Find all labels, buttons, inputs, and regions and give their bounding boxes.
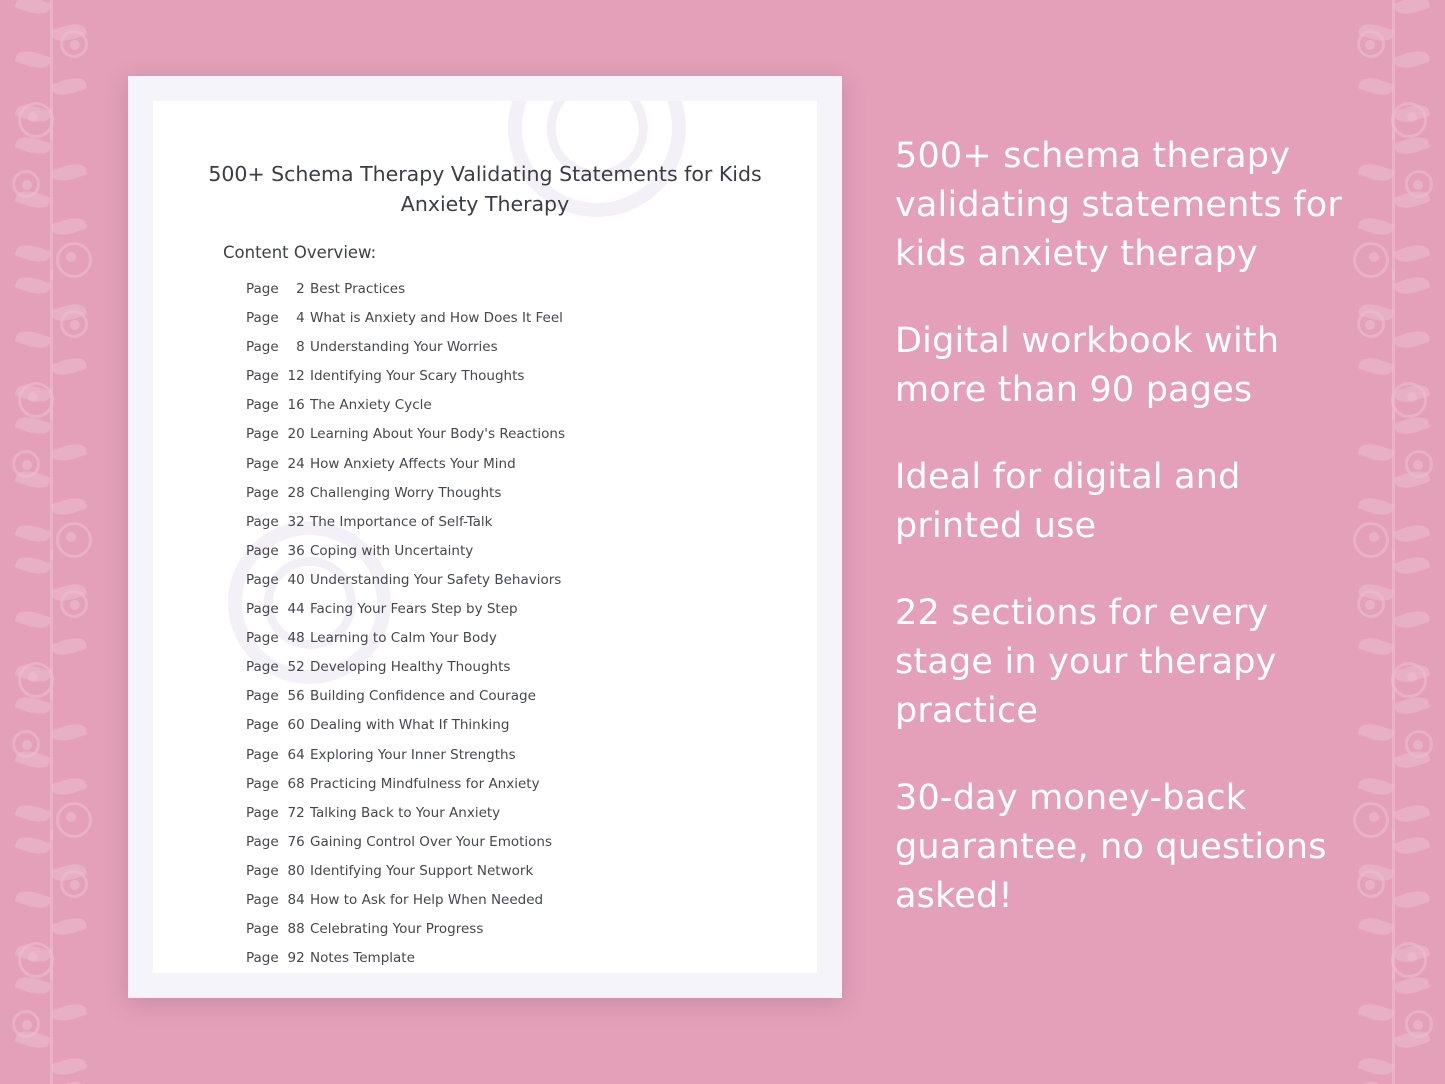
toc-page-word: Page <box>246 484 279 501</box>
toc-page-label <box>246 892 310 908</box>
toc-row <box>246 397 786 426</box>
toc-section-title: Talking Back to Your Anxiety <box>310 804 501 821</box>
toc-page-number: 12 <box>287 368 305 385</box>
toc-page-label <box>246 659 310 675</box>
toc-row <box>246 834 786 863</box>
toc-page-word: Page <box>246 513 279 530</box>
floral-vine-icon <box>0 130 105 280</box>
toc-page-word: Page <box>246 455 279 472</box>
floral-vine-icon <box>0 410 105 560</box>
toc-row <box>246 456 786 485</box>
toc-row <box>246 863 786 892</box>
floral-vine-icon <box>0 830 105 980</box>
floral-vine-icon <box>0 970 105 1084</box>
toc-page-word: Page <box>246 950 279 967</box>
toc-row <box>246 368 786 397</box>
toc-page-word: Page <box>246 833 279 850</box>
toc-page-word: Page <box>246 862 279 879</box>
toc-section-title: The Anxiety Cycle <box>310 397 432 414</box>
toc-row <box>246 281 786 310</box>
toc-section-title: Gaining Control Over Your Emotions <box>310 833 553 850</box>
toc-page-label <box>246 776 310 792</box>
toc-row <box>246 426 786 455</box>
toc-section-title: Coping with Uncertainty <box>310 542 474 559</box>
toc-page-number: 44 <box>287 601 305 618</box>
toc-section-title: How to Ask for Help When Needed <box>310 891 544 908</box>
toc-section-title: How Anxiety Affects Your Mind <box>310 455 516 472</box>
toc-page-number: 32 <box>287 513 305 530</box>
document-card <box>128 76 842 998</box>
content-overview-label: Content Overview: <box>223 243 377 262</box>
toc-page-word: Page <box>246 659 279 676</box>
toc-page-number: 20 <box>287 426 305 443</box>
toc-section-title: Dealing with What If Thinking <box>310 717 510 734</box>
toc-page-label <box>246 717 310 733</box>
toc-row <box>246 688 786 717</box>
toc-row <box>246 514 786 543</box>
toc-page-word: Page <box>246 368 279 385</box>
toc-section-title: Challenging Worry Thoughts <box>310 484 502 501</box>
toc-page-word: Page <box>246 397 279 414</box>
toc-page-number: 72 <box>287 804 305 821</box>
promo-item: 500+ schema therapy validating statements for kids anxiety therapy <box>895 136 1342 274</box>
toc-page-word: Page <box>246 571 279 588</box>
toc-section-title: Learning to Calm Your Body <box>310 630 497 647</box>
toc-page-number: 56 <box>287 688 305 705</box>
toc-row <box>246 310 786 339</box>
floral-vine-icon <box>0 0 105 140</box>
toc-section-title: Notes Template <box>310 950 415 967</box>
toc-page-label <box>246 630 310 646</box>
toc-page-number: 28 <box>287 484 305 501</box>
toc-page-label <box>246 514 310 530</box>
toc-section-title: Celebrating Your Progress <box>310 921 484 938</box>
promo-item: Ideal for digital and printed use <box>895 457 1241 546</box>
floral-vine-icon <box>0 270 105 420</box>
toc-section-title: Facing Your Fears Step by Step <box>310 601 518 618</box>
toc-section-title: The Importance of Self-Talk <box>310 513 493 530</box>
toc-page-label <box>246 485 310 501</box>
toc-page-number: 88 <box>287 921 305 938</box>
toc-page-number: 4 <box>296 310 305 327</box>
floral-vine-icon <box>1340 970 1445 1084</box>
toc-row <box>246 747 786 776</box>
toc-row <box>246 776 786 805</box>
toc-page-label <box>246 747 310 763</box>
toc-page-word: Page <box>246 775 279 792</box>
toc-page-word: Page <box>246 921 279 938</box>
toc-section-title: Developing Healthy Thoughts <box>310 659 511 676</box>
toc-page-label <box>246 601 310 617</box>
toc-page-number: 84 <box>287 891 305 908</box>
toc-row <box>246 805 786 834</box>
toc-page-label <box>246 339 310 355</box>
toc-page-number: 16 <box>287 397 305 414</box>
toc-page-label <box>246 834 310 850</box>
promo-item: 22 sections for every stage in your therapy practice <box>895 593 1277 731</box>
toc-row <box>246 339 786 368</box>
toc-page-label <box>246 863 310 879</box>
toc-page-word: Page <box>246 717 279 734</box>
toc-section-title: Understanding Your Safety Behaviors <box>310 571 562 588</box>
toc-page-label <box>246 281 310 297</box>
toc-page-number: 8 <box>296 339 305 356</box>
toc-section-title: Understanding Your Worries <box>310 339 498 356</box>
page-title: 500+ Schema Therapy Validating Statements for Kids Anxiety Therapy <box>208 162 762 216</box>
toc-page-number: 68 <box>287 775 305 792</box>
toc-page-label <box>246 921 310 937</box>
toc-page-word: Page <box>246 281 279 297</box>
toc-page-label <box>246 950 310 966</box>
toc-section-title: Building Confidence and Courage <box>310 688 536 705</box>
toc-page-word: Page <box>246 310 279 327</box>
toc-page-number: 40 <box>287 571 305 588</box>
toc-page-number: 24 <box>287 455 305 472</box>
promo-item: 30-day money-back guarantee, no questions asked! <box>895 778 1327 916</box>
promo-list <box>895 132 1365 959</box>
toc-page-label <box>246 572 310 588</box>
toc-row <box>246 950 786 973</box>
toc-section-title: Identifying Your Support Network <box>310 862 534 879</box>
floral-vine-icon <box>0 690 105 840</box>
floral-vine-icon <box>0 550 105 700</box>
toc-row <box>246 892 786 921</box>
toc-page-number: 48 <box>287 630 305 647</box>
toc-page-word: Page <box>246 688 279 705</box>
toc-page-label <box>246 456 310 472</box>
toc-page-number: 2 <box>296 281 305 297</box>
toc-page-word: Page <box>246 601 279 618</box>
toc-page-label <box>246 543 310 559</box>
toc-row <box>246 543 786 572</box>
toc-page-word: Page <box>246 746 279 763</box>
toc-page-number: 52 <box>287 659 305 676</box>
toc-section-title: What is Anxiety and How Does It Feel <box>310 310 563 327</box>
toc-page-number: 64 <box>287 746 305 763</box>
toc-row <box>246 659 786 688</box>
toc-page-word: Page <box>246 804 279 821</box>
toc-page-number: 36 <box>287 542 305 559</box>
toc-row <box>246 921 786 950</box>
toc-page-label <box>246 805 310 821</box>
floral-vine-icon <box>1340 0 1445 140</box>
floral-border-left-decoration <box>0 0 105 1084</box>
toc-page-label <box>246 397 310 413</box>
toc-section-title: Best Practices <box>310 281 406 297</box>
toc-page-word: Page <box>246 891 279 908</box>
toc-page-word: Page <box>246 542 279 559</box>
toc-page-number: 80 <box>287 862 305 879</box>
toc-section-title: Identifying Your Scary Thoughts <box>310 368 525 385</box>
toc-row <box>246 630 786 659</box>
toc-row <box>246 572 786 601</box>
toc-page-word: Page <box>246 630 279 647</box>
table-of-contents <box>246 281 786 973</box>
toc-page-label <box>246 426 310 442</box>
toc-section-title: Learning About Your Body's Reactions <box>310 426 565 443</box>
toc-section-title: Practicing Mindfulness for Anxiety <box>310 775 540 792</box>
toc-page-label <box>246 368 310 384</box>
toc-page-number: 92 <box>287 950 305 967</box>
document-page <box>153 101 817 973</box>
toc-page-label <box>246 688 310 704</box>
promo-item: Digital workbook with more than 90 pages <box>895 321 1280 410</box>
toc-section-title: Exploring Your Inner Strengths <box>310 746 516 763</box>
toc-row <box>246 717 786 746</box>
toc-row <box>246 601 786 630</box>
toc-page-word: Page <box>246 426 279 443</box>
toc-page-word: Page <box>246 339 279 356</box>
toc-row <box>246 485 786 514</box>
toc-page-number: 76 <box>287 833 305 850</box>
toc-page-label <box>246 310 310 326</box>
toc-page-number: 60 <box>287 717 305 734</box>
